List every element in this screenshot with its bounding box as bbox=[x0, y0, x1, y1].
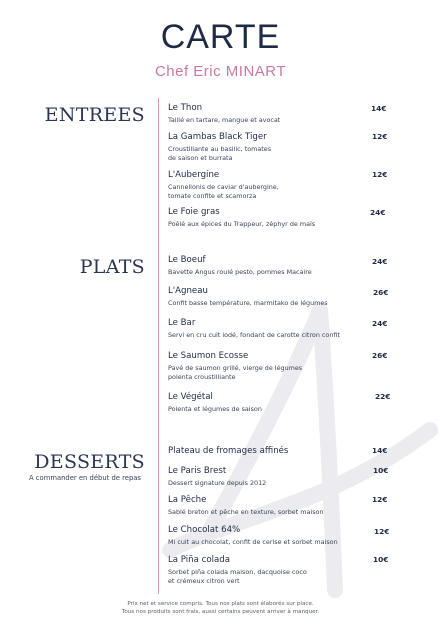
item-description: Confit basse température, marmitako de légumes bbox=[168, 299, 328, 307]
menu-item bbox=[168, 392, 390, 414]
item-price: 12€ bbox=[374, 527, 390, 536]
menu-item bbox=[168, 207, 390, 229]
menu-item bbox=[168, 495, 390, 517]
item-price: 22€ bbox=[375, 392, 391, 401]
item-price: 14€ bbox=[371, 104, 387, 113]
item-description: Polenta et légumes de saison bbox=[168, 405, 262, 413]
menu-item bbox=[168, 170, 390, 201]
item-price: 26€ bbox=[373, 288, 389, 297]
item-name: Le Boeuf bbox=[168, 255, 206, 265]
item-name: Plateau de fromages affinés bbox=[168, 446, 289, 456]
menu-item bbox=[168, 286, 390, 308]
item-name: Le Foie gras bbox=[168, 207, 220, 217]
item-name: Le Saumon Ecosse bbox=[168, 351, 249, 361]
item-name: Le Végétal bbox=[168, 392, 213, 402]
item-name: Le Chocolat 64% bbox=[168, 525, 241, 535]
item-description: Croustillante au basilic, tomates de saison et burrata bbox=[168, 145, 272, 162]
item-price: 12€ bbox=[372, 170, 388, 179]
item-description: Pavé de saumon grillé, vierge de légumes polenta croustilliante bbox=[168, 364, 303, 381]
item-description: Dessert signature depuis 2012 bbox=[168, 479, 267, 487]
menu-item bbox=[168, 466, 390, 488]
section-title-plats: PLATS bbox=[79, 256, 145, 278]
item-name: Le Thon bbox=[168, 103, 203, 113]
section-title-entrees: ENTREES bbox=[44, 104, 145, 126]
item-description: Bavette Angus roulé pesto, pommes Macaire bbox=[168, 268, 312, 276]
page-title: CARTE bbox=[160, 18, 281, 56]
item-name: L'Agneau bbox=[168, 286, 208, 296]
item-description: Mi cuit au chocolat, confit de cerise et sorbet maison bbox=[168, 538, 338, 546]
menu-item bbox=[168, 525, 390, 547]
menu-item bbox=[168, 351, 390, 382]
menu-item bbox=[168, 132, 390, 163]
item-name: La Pêche bbox=[168, 495, 207, 505]
item-price: 12€ bbox=[372, 132, 388, 141]
menu-item bbox=[168, 555, 390, 586]
item-price: 10€ bbox=[373, 555, 389, 564]
menu-item bbox=[168, 103, 390, 125]
menu-item bbox=[168, 255, 390, 277]
section-divider-line bbox=[158, 98, 159, 594]
item-name: Le Paris Brest bbox=[168, 466, 227, 476]
item-price: 12€ bbox=[372, 495, 388, 504]
item-description: Sablé breton et pêche en texture, sorbet maison bbox=[168, 508, 324, 516]
item-description: Servi en cru cuit iodé, fondant de carotte citron confit bbox=[168, 331, 340, 339]
item-name: La Piña colada bbox=[168, 555, 230, 565]
item-description: Poêlé aux épices du Trappeur, zéphyr de maïs bbox=[168, 220, 316, 228]
menu-item bbox=[168, 446, 390, 457]
footer-note: Prix net et service compris. Tous nos plats sont élaborés sur place. Tous nos produits sont frais, aussi certains peuvent arriver à manquer. bbox=[121, 601, 320, 615]
section-title-desserts: DESSERTS bbox=[34, 451, 145, 473]
menu-item bbox=[168, 318, 390, 340]
desserts-order-note: A commander en début de repas bbox=[29, 474, 141, 482]
item-price: 14€ bbox=[372, 446, 388, 455]
item-price: 24€ bbox=[372, 257, 388, 266]
item-description: Sorbet piña colada maison, dacquoise coco et crémeux citron vert bbox=[168, 568, 307, 585]
item-price: 10€ bbox=[373, 466, 389, 475]
chef-name: Chef Eric MINART bbox=[154, 63, 287, 80]
item-price: 24€ bbox=[372, 319, 388, 328]
item-name: Le Bar bbox=[168, 318, 196, 328]
item-description: Taillé en tartare, mangue et avocat bbox=[168, 116, 281, 124]
item-price: 26€ bbox=[372, 351, 388, 360]
item-name: L'Aubergine bbox=[168, 170, 220, 180]
item-price: 24€ bbox=[370, 208, 386, 217]
item-name: La Gambas Black Tiger bbox=[168, 132, 267, 142]
item-description: Cannellonis de caviar d'aubergine, tomate confite et scamorza bbox=[168, 183, 279, 200]
